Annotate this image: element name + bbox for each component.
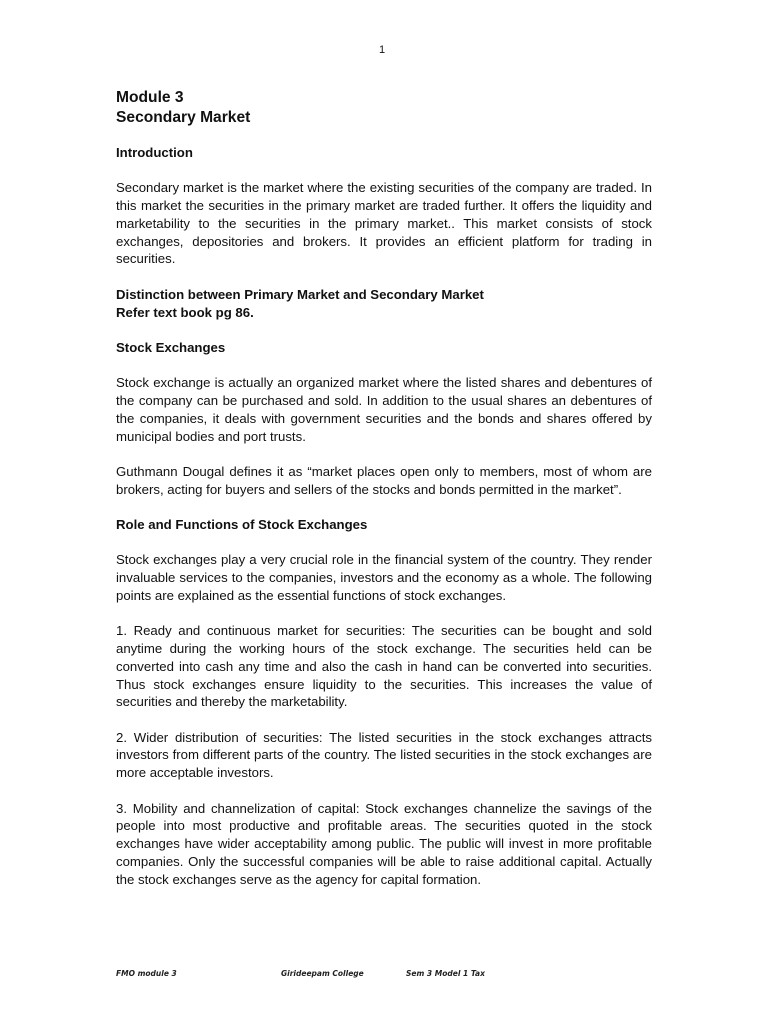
function-point-2: 2. Wider distribution of securities: The listed securities in the stock exchanges attracts investors from different parts of the country. The listed securities in the stock exchanges are more acceptable investors. bbox=[116, 729, 652, 781]
function-point-3: 3. Mobility and channelization of capital: Stock exchanges channelize the savings of the people into most productive and profitable areas. The securities quoted in the stock exchanges have wider acceptability among public. The public will invest in more profitable companies. Only the successful companies will be able to raise additional capital. Actually the stock exchanges serve as the agency for capital formation. bbox=[116, 800, 652, 887]
footer-left: FMO module 3 bbox=[116, 969, 177, 978]
footer-right: Sem 3 Model 1 Tax bbox=[406, 969, 485, 978]
document-body bbox=[116, 88, 652, 889]
role-paragraph: Stock exchanges play a very crucial role in the financial system of the country. They render invaluable services to the companies, investors and the economy as a whole. The following points are explained as the essential functions of stock exchanges. bbox=[116, 552, 652, 603]
role-functions-heading: Role and Functions of Stock Exchanges bbox=[116, 516, 368, 532]
stock-exchanges-paragraph: Stock exchange is actually an organized market where the listed shares and debentures of the company can be purchased and sold. In addition to the usual shares an debentures of the companies, it deals with government securities and the bonds and shares offered by municipal bodies and port trusts. bbox=[116, 375, 652, 444]
introduction-heading: Introduction bbox=[116, 145, 193, 160]
page-number: 1 bbox=[378, 44, 386, 56]
footer-middle: Girideepam College bbox=[281, 969, 364, 978]
distinction-heading: Distinction between Primary Market and Secondary Market bbox=[116, 286, 484, 302]
function-point-1: 1. Ready and continuous market for securities: The securities can be bought and sold anytime during the working hours of the stock exchange. The securities held can be converted into cash any time and also the cash in hand can be converted into securities. Thus stock exchanges ensure liquidity to the securities. This increases the value of securities and thereby the marketability. bbox=[116, 623, 652, 710]
introduction-paragraph: Secondary market is the market where the existing securities of the company are traded. In this market the securities in the primary market are traded further. It offers the liquidity and marketability to the securities in the primary market.. This market consists of stock exchanges, depositories and brokers. It provides an efficient platform for trading in securities. bbox=[116, 180, 652, 267]
module-title: Module 3 bbox=[116, 89, 184, 106]
stock-exchanges-heading: Stock Exchanges bbox=[116, 339, 226, 355]
definition-paragraph: Guthmann Dougal defines it as “market places open only to members, most of whom are brokers, acting for buyers and sellers of the stocks and bonds permitted in the market”. bbox=[116, 463, 652, 497]
document-title: Secondary Market bbox=[116, 109, 251, 126]
distinction-reference: Refer text book pg 86. bbox=[116, 304, 254, 320]
